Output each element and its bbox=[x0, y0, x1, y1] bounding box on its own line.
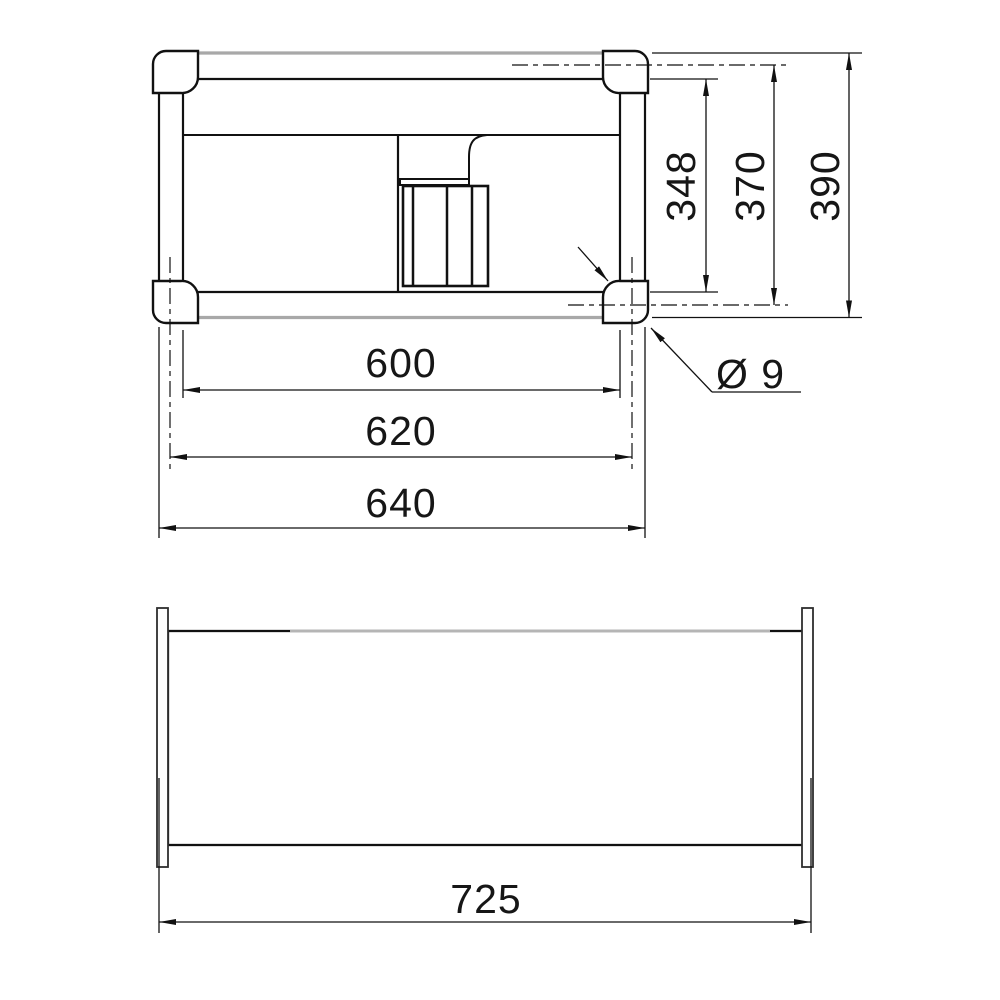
dim-label-390: 390 bbox=[802, 150, 848, 222]
dim-390 bbox=[802, 53, 849, 318]
dim-label-348: 348 bbox=[658, 150, 704, 222]
dim-620 bbox=[170, 408, 632, 457]
dim-725 bbox=[159, 876, 811, 922]
dim-label-640: 640 bbox=[365, 480, 437, 526]
cable-conduit bbox=[469, 135, 487, 179]
dim-600 bbox=[183, 340, 620, 390]
frame-corner-bottom-right bbox=[603, 281, 648, 323]
hole-leader-arrow bbox=[651, 328, 712, 392]
top-view bbox=[153, 51, 862, 538]
motor-terminal-cap bbox=[400, 179, 469, 185]
hole-dia-label: Ø 9 bbox=[716, 351, 786, 397]
dim-370 bbox=[727, 65, 774, 305]
dim-label-620: 620 bbox=[365, 408, 437, 454]
side-view bbox=[157, 608, 813, 933]
dim-640 bbox=[159, 480, 645, 528]
hole-pointer-arrow-inner bbox=[578, 247, 608, 281]
frame-corner-top-left bbox=[153, 51, 198, 93]
frame-corner-top-right bbox=[603, 51, 648, 93]
motor-body bbox=[403, 186, 488, 286]
dim-label-600: 600 bbox=[365, 340, 437, 386]
frame-corner-bottom-left bbox=[153, 281, 198, 323]
casing-body bbox=[168, 631, 803, 845]
dim-348 bbox=[658, 79, 706, 292]
dim-label-725: 725 bbox=[450, 876, 522, 922]
dim-label-370: 370 bbox=[727, 150, 773, 222]
